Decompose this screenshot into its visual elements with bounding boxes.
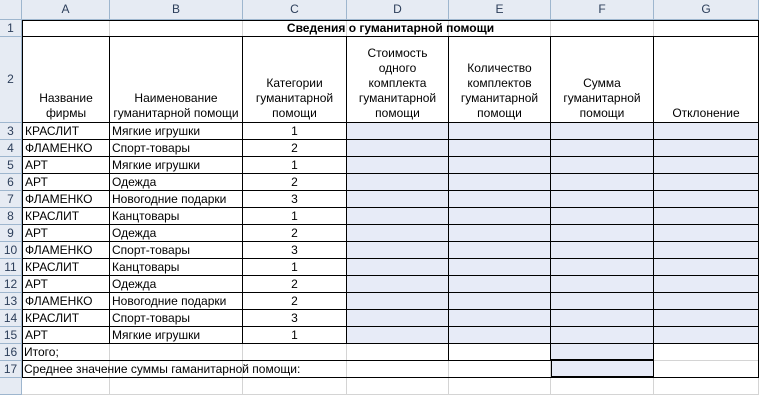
row-header-10[interactable]: 10	[0, 242, 22, 259]
unit-cost-cell[interactable]	[347, 157, 449, 174]
column-header-F[interactable]: F	[551, 0, 654, 20]
firm-cell[interactable]: ФЛАМЕНКО	[22, 242, 110, 259]
aid-name-cell[interactable]: Одежда	[110, 174, 243, 191]
category-cell[interactable]: 3	[243, 191, 347, 208]
quantity-cell[interactable]	[449, 259, 551, 276]
table-title[interactable]: Сведения о гуманитарной помощи	[22, 20, 759, 37]
aid-name-cell[interactable]: Спорт-товары	[110, 310, 243, 327]
category-cell[interactable]: 1	[243, 157, 347, 174]
row-header-13[interactable]: 13	[0, 293, 22, 310]
gridline-cell	[110, 378, 243, 395]
row-header-16[interactable]: 16	[0, 344, 22, 361]
unit-cost-cell[interactable]	[347, 174, 449, 191]
row-header-4[interactable]: 4	[0, 140, 22, 157]
gridline-cell	[449, 378, 551, 395]
deviation-cell[interactable]	[654, 123, 759, 140]
row-header-17[interactable]: 17	[0, 361, 22, 378]
unit-cost-cell[interactable]	[347, 327, 449, 344]
row-header-18[interactable]	[0, 378, 22, 395]
sum-cell[interactable]	[551, 191, 654, 208]
row-header-8[interactable]: 8	[0, 208, 22, 225]
unit-cost-cell[interactable]	[347, 123, 449, 140]
firm-name-header[interactable]: Название фирмы	[22, 37, 110, 123]
row-header-7[interactable]: 7	[0, 191, 22, 208]
firm-cell[interactable]: АРТ	[22, 225, 110, 242]
aid-name-cell[interactable]: Мягкие игрушки	[110, 327, 243, 344]
deviation-cell[interactable]	[654, 293, 759, 310]
category-cell[interactable]: 2	[243, 293, 347, 310]
unit-cost-cell[interactable]	[347, 140, 449, 157]
gridline-cell	[654, 344, 759, 361]
category-header[interactable]: Категории гуманитарной помощи	[243, 37, 347, 123]
firm-cell[interactable]: ФЛАМЕНКО	[22, 191, 110, 208]
firm-cell[interactable]: АРТ	[22, 157, 110, 174]
deviation-cell[interactable]	[654, 259, 759, 276]
row-header-1[interactable]: 1	[0, 20, 22, 37]
category-cell[interactable]: 2	[243, 276, 347, 293]
unit-cost-cell[interactable]	[347, 225, 449, 242]
unit-cost-cell[interactable]	[347, 208, 449, 225]
gridline-cell	[551, 378, 654, 395]
sum-cell[interactable]	[551, 157, 654, 174]
firm-cell[interactable]: КРАСЛИТ	[22, 208, 110, 225]
unit-cost-header[interactable]: Стоимость одного комплекта гуманитарной помощи	[347, 37, 449, 123]
column-header-E[interactable]: E	[449, 0, 551, 20]
aid-name-cell[interactable]: Спорт-товары	[110, 140, 243, 157]
firm-cell[interactable]: АРТ	[22, 276, 110, 293]
deviation-cell[interactable]	[654, 327, 759, 344]
average-label: Среднее значение суммы гаманитарной помощи:	[22, 361, 551, 378]
deviation-cell[interactable]	[654, 174, 759, 191]
row-header-6[interactable]: 6	[0, 174, 22, 191]
deviation-cell[interactable]	[654, 208, 759, 225]
sum-cell[interactable]	[551, 225, 654, 242]
row-header-15[interactable]: 15	[0, 327, 22, 344]
deviation-cell[interactable]	[654, 310, 759, 327]
quantity-cell[interactable]	[449, 327, 551, 344]
column-header-G[interactable]: G	[654, 0, 759, 20]
row-header-3[interactable]: 3	[0, 123, 22, 140]
quantity-cell[interactable]	[449, 123, 551, 140]
gridline-cell	[654, 378, 759, 395]
aid-name-cell[interactable]: Канцтовары	[110, 259, 243, 276]
aid-name-cell[interactable]: Одежда	[110, 225, 243, 242]
deviation-cell[interactable]	[654, 225, 759, 242]
unit-cost-cell[interactable]	[347, 310, 449, 327]
deviation-cell[interactable]	[654, 191, 759, 208]
quantity-cell[interactable]	[449, 208, 551, 225]
quantity-cell[interactable]	[449, 276, 551, 293]
unit-cost-cell[interactable]	[347, 293, 449, 310]
aid-name-header[interactable]: Наименование гуманитарной помощи	[110, 37, 243, 123]
firm-cell[interactable]: АРТ	[22, 327, 110, 344]
gridline-cell	[22, 378, 110, 395]
deviation-cell[interactable]	[654, 157, 759, 174]
deviation-header[interactable]: Отклонение	[654, 37, 759, 123]
sum-cell[interactable]	[551, 123, 654, 140]
firm-cell[interactable]: КРАСЛИТ	[22, 123, 110, 140]
firm-cell[interactable]: КРАСЛИТ	[22, 310, 110, 327]
quantity-cell[interactable]	[449, 157, 551, 174]
category-cell[interactable]: 1	[243, 259, 347, 276]
quantity-cell[interactable]	[449, 140, 551, 157]
row-header-14[interactable]: 14	[0, 310, 22, 327]
average-sum-cell[interactable]	[551, 361, 654, 378]
category-cell[interactable]: 3	[243, 310, 347, 327]
row-header-9[interactable]: 9	[0, 225, 22, 242]
firm-cell[interactable]: ФЛАМЕНКО	[22, 140, 110, 157]
unit-cost-cell[interactable]	[347, 242, 449, 259]
row-header-12[interactable]: 12	[0, 276, 22, 293]
sum-cell[interactable]	[551, 259, 654, 276]
row-header-11[interactable]: 11	[0, 259, 22, 276]
gridline-cell	[654, 361, 759, 378]
quantity-cell[interactable]	[449, 191, 551, 208]
firm-cell[interactable]: АРТ	[22, 174, 110, 191]
deviation-cell[interactable]	[654, 242, 759, 259]
sum-cell[interactable]	[551, 174, 654, 191]
sum-cell[interactable]	[551, 276, 654, 293]
quantity-cell[interactable]	[449, 174, 551, 191]
category-cell[interactable]: 1	[243, 208, 347, 225]
column-header-D[interactable]: D	[347, 0, 449, 20]
category-cell[interactable]: 1	[243, 327, 347, 344]
quantity-cell[interactable]	[449, 242, 551, 259]
aid-name-cell[interactable]: Одежда	[110, 276, 243, 293]
quantity-header[interactable]: Количество комплектов гуманитарной помощи	[449, 37, 551, 123]
quantity-total-cell[interactable]	[449, 344, 551, 361]
category-cell[interactable]: 2	[243, 140, 347, 157]
category-cell[interactable]: 2	[243, 225, 347, 242]
aid-name-cell[interactable]: Мягкие игрушки	[110, 123, 243, 140]
sum-cell[interactable]	[551, 208, 654, 225]
gridline-cell	[347, 378, 449, 395]
column-header-B[interactable]: B	[110, 0, 243, 20]
firm-cell[interactable]: ФЛАМЕНКО	[22, 293, 110, 310]
category-cell[interactable]: 2	[243, 174, 347, 191]
aid-name-cell[interactable]: Канцтовары	[110, 208, 243, 225]
aid-name-cell[interactable]: Спорт-товары	[110, 242, 243, 259]
sum-cell[interactable]	[551, 140, 654, 157]
quantity-cell[interactable]	[449, 293, 551, 310]
unit-cost-cell[interactable]	[347, 259, 449, 276]
gridline-cell	[243, 378, 347, 395]
sum-cell[interactable]	[551, 242, 654, 259]
quantity-cell[interactable]	[449, 310, 551, 327]
category-cell[interactable]: 1	[243, 123, 347, 140]
sum-cell[interactable]	[551, 327, 654, 344]
sum-total-cell[interactable]	[551, 344, 654, 361]
row-header-2[interactable]: 2	[0, 37, 22, 123]
select-all-corner[interactable]	[0, 0, 22, 20]
firm-cell[interactable]: КРАСЛИТ	[22, 259, 110, 276]
category-cell[interactable]: 3	[243, 242, 347, 259]
aid-name-cell[interactable]: Новогодние подарки	[110, 191, 243, 208]
quantity-cell[interactable]	[449, 225, 551, 242]
deviation-cell[interactable]	[654, 140, 759, 157]
column-header-A[interactable]: A	[22, 0, 110, 20]
aid-name-cell[interactable]: Новогодние подарки	[110, 293, 243, 310]
sum-cell[interactable]	[551, 293, 654, 310]
unit-cost-cell[interactable]	[347, 191, 449, 208]
aid-name-cell[interactable]: Мягкие игрушки	[110, 157, 243, 174]
column-header-C[interactable]: C	[243, 0, 347, 20]
sum-header[interactable]: Сумма гуманитарной помощи	[551, 37, 654, 123]
total-label: Итого;	[22, 344, 449, 361]
unit-cost-cell[interactable]	[347, 276, 449, 293]
sum-cell[interactable]	[551, 310, 654, 327]
deviation-cell[interactable]	[654, 276, 759, 293]
row-header-5[interactable]: 5	[0, 157, 22, 174]
